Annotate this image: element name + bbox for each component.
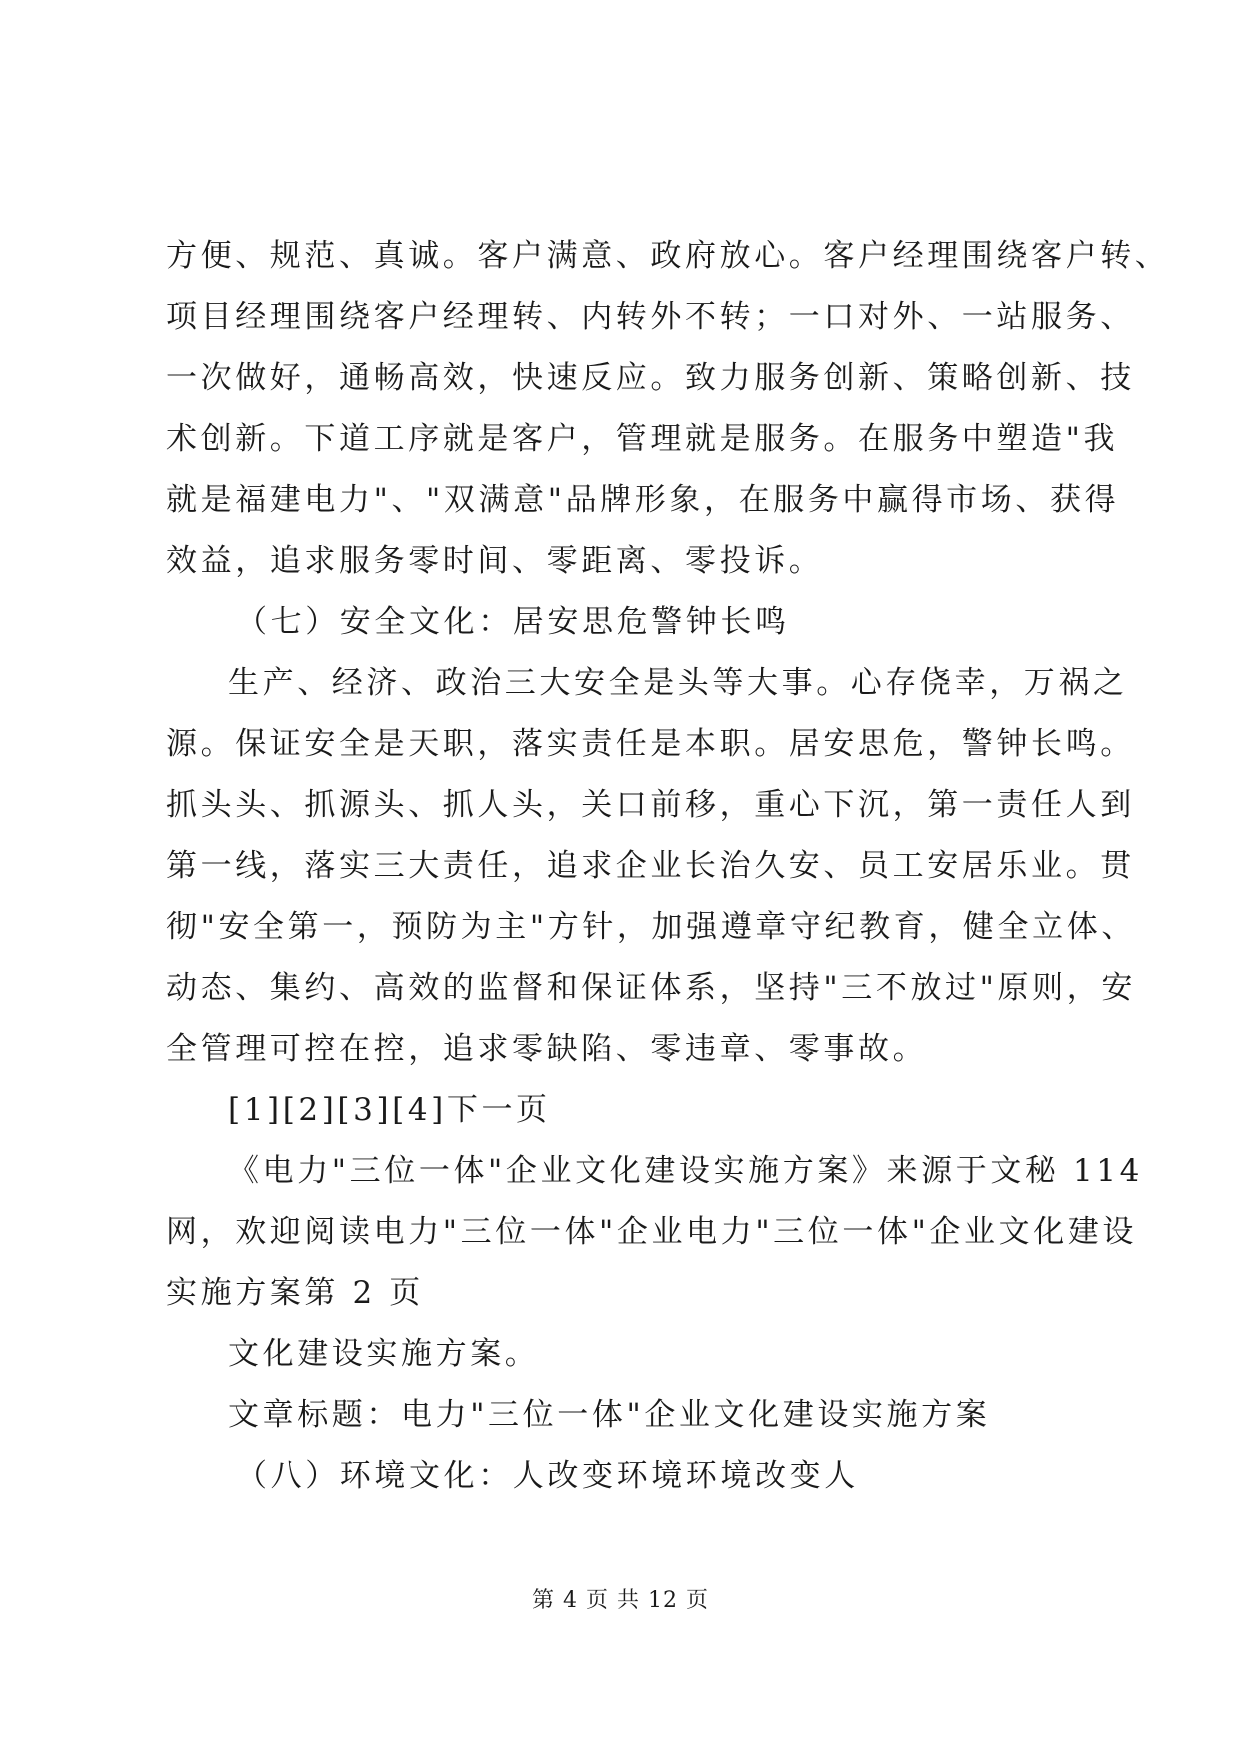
body-line: 抓头头、抓源头、抓人头，关口前移，重心下沉，第一责任人到: [166, 787, 1135, 823]
body-line: 彻"安全第一，预防为主"方针，加强遵章守纪教育，健全立体、: [166, 909, 1136, 945]
body-line: 源。保证安全是天职，落实责任是本职。居安思危，警钟长鸣。: [166, 726, 1135, 762]
body-line: 文化建设实施方案。: [228, 1336, 540, 1372]
body-line: 方便、规范、真诚。客户满意、政府放心。客户经理围绕客户转、: [166, 238, 1170, 274]
section-heading-environment: （八）环境文化：人改变环境环境改变人: [236, 1458, 859, 1494]
body-line: 《电力"三位一体"企业文化建设实施方案》来源于文秘 114: [228, 1153, 1143, 1189]
body-line: 项目经理围绕客户经理转、内转外不转；一口对外、一站服务、: [166, 299, 1135, 335]
body-line: 就是福建电力"、"双满意"品牌形象，在服务中赢得市场、获得: [166, 482, 1120, 518]
body-line: 动态、集约、高效的监督和保证体系，坚持"三不放过"原则，安: [166, 970, 1136, 1006]
body-line: 术创新。下道工序就是客户，管理就是服务。在服务中塑造"我: [166, 421, 1119, 457]
page-number-footer: 第 4 页 共 12 页: [532, 1588, 709, 1613]
body-line: 全管理可控在控，追求零缺陷、零违章、零事故。: [166, 1031, 928, 1067]
body-line: 一次做好，通畅高效，快速反应。致力服务创新、策略创新、技: [166, 360, 1135, 396]
body-line: 效益，追求服务零时间、零距离、零投诉。: [166, 543, 824, 579]
pagination-links: [1][2][3][4]下一页: [228, 1092, 551, 1128]
body-line: 生产、经济、政治三大安全是头等大事。心存侥幸，万祸之: [228, 665, 1128, 701]
document-body: [166, 226, 1170, 1507]
section-heading-safety: （七）安全文化：居安思危警钟长鸣: [236, 604, 790, 640]
body-line: 第一线，落实三大责任，追求企业长治久安、员工安居乐业。贯: [166, 848, 1135, 884]
body-line: 网，欢迎阅读电力"三位一体"企业电力"三位一体"企业文化建设: [166, 1214, 1138, 1250]
article-title-line: 文章标题：电力"三位一体"企业文化建设实施方案: [228, 1397, 991, 1433]
body-line: 实施方案第 2 页: [166, 1275, 424, 1311]
